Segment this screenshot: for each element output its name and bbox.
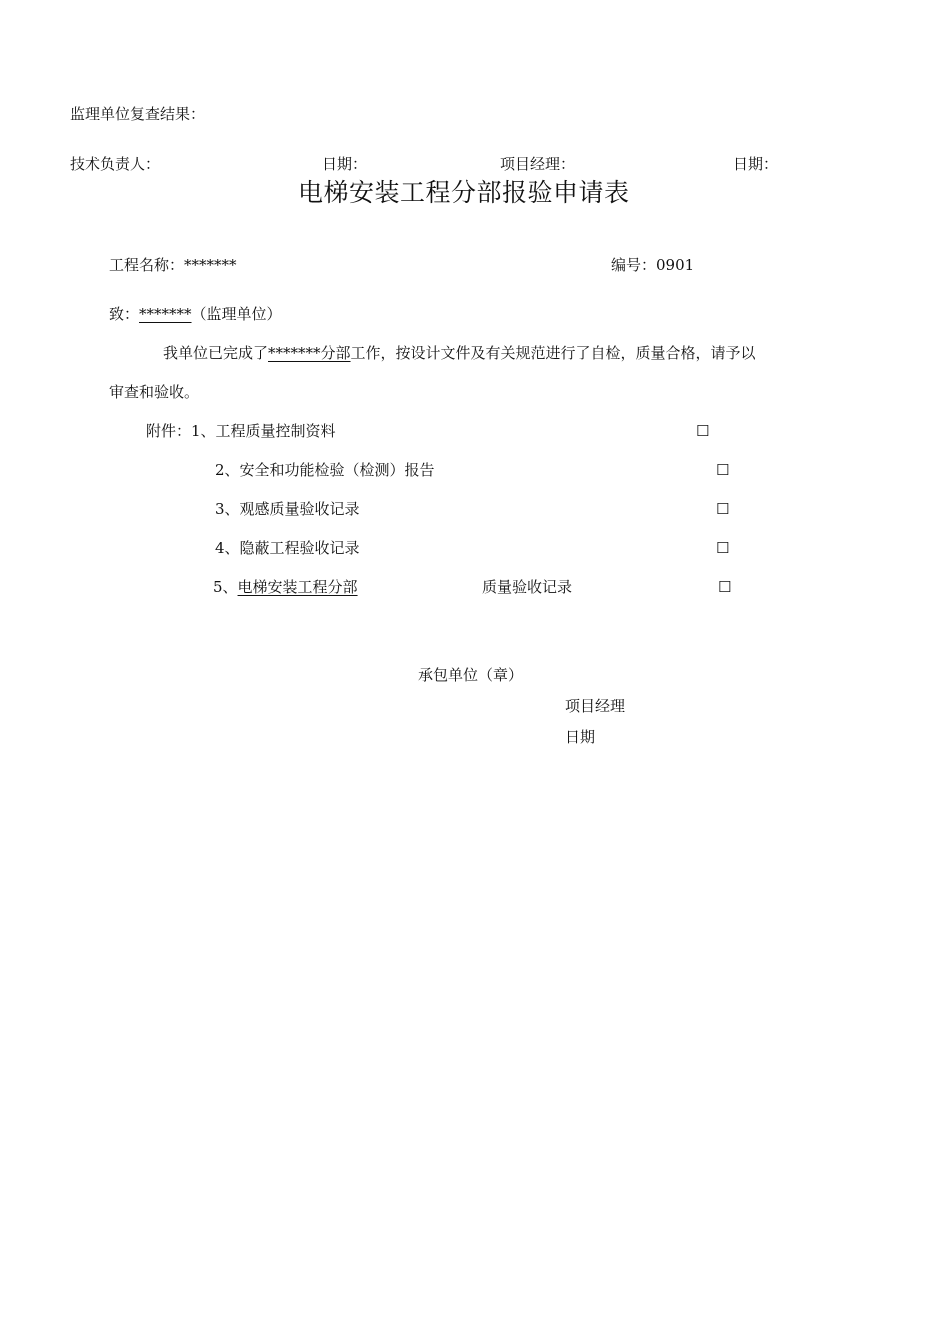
review-result-label: 监理单位复查结果： xyxy=(70,105,206,123)
attachment-checkbox-3[interactable]: ☐ xyxy=(716,500,730,518)
attachment-item-2: 2、安全和功能检验（检测）报告 xyxy=(215,461,435,479)
attachment-5-suffix: 质量验收记录 xyxy=(482,578,573,596)
body-prefix: 我单位已完成了 xyxy=(163,344,269,362)
project-name-label: 工程名称： xyxy=(109,256,185,274)
attachment-text: 1、工程质量控制资料 xyxy=(191,422,336,440)
form-title: 电梯安装工程分部报验申请表 xyxy=(298,178,630,207)
addressee-value: ******* xyxy=(139,305,192,323)
addressee-suffix: （监理单位） xyxy=(191,305,282,323)
attachment-checkbox-4[interactable]: ☐ xyxy=(716,539,730,557)
project-manager-label: 项目经理： xyxy=(500,155,576,173)
form-number-value: 0901 xyxy=(656,256,695,274)
form-number-row xyxy=(611,255,694,275)
body-underlined: *******分部 xyxy=(268,344,351,362)
tech-lead-label: 技术负责人： xyxy=(70,155,161,173)
review-date-label-1: 日期： xyxy=(322,155,368,173)
body-suffix: 工作，按设计文件及有关规范进行了自检，质量合格，请予以 xyxy=(350,344,756,362)
attachment-5-underlined: 电梯安装工程分部 xyxy=(237,578,358,596)
contractor-date-label: 日期 xyxy=(565,728,596,746)
attachment-checkbox-2[interactable]: ☐ xyxy=(716,461,730,479)
attachment-item-4: 4、隐蔽工程验收记录 xyxy=(215,539,360,557)
project-name-row xyxy=(109,255,237,275)
attachment-item-3: 3、观感质量验收记录 xyxy=(215,500,360,518)
addressee-label: 致： xyxy=(109,305,140,323)
attachments-label: 附件： xyxy=(146,422,192,440)
addressee-row xyxy=(109,304,282,324)
attachment-item-5 xyxy=(213,577,358,597)
review-date-label-2: 日期： xyxy=(733,155,779,173)
attachment-checkbox-1[interactable]: ☐ xyxy=(696,422,710,440)
contractor-seal-label: 承包单位（章） xyxy=(418,666,524,684)
attachment-5-prefix: 5、 xyxy=(213,578,238,596)
contractor-manager-label: 项目经理 xyxy=(565,697,626,715)
body-line-1 xyxy=(163,343,756,363)
attachment-item-1 xyxy=(146,421,336,441)
body-line-2: 审查和验收。 xyxy=(109,383,200,401)
form-number-label: 编号： xyxy=(611,256,657,274)
project-name-value: ******* xyxy=(184,256,237,274)
attachment-checkbox-5[interactable]: ☐ xyxy=(718,578,732,596)
